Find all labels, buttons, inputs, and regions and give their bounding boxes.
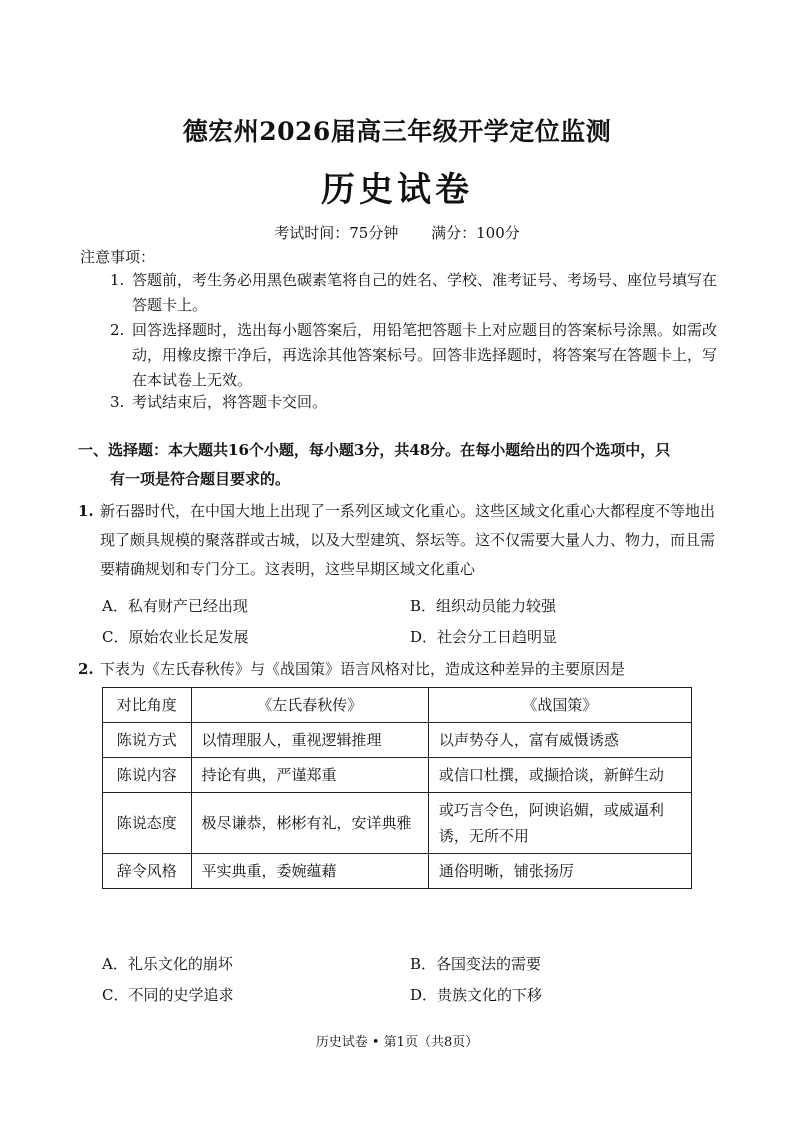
notice-item-text: 答题前，考生务必用黑色碳素笔将自己的姓名、学校、准考证号、考场号、座位号填写在答题卡上。: [132, 271, 718, 314]
question-1: [78, 497, 720, 584]
table-row: [103, 758, 692, 793]
table-cell: 通俗明晰，铺张扬厉: [428, 854, 691, 889]
page-footer: 历史试卷 • 第1页（共8页）: [315, 1035, 479, 1050]
table-header-cell: 对比角度: [103, 688, 192, 723]
full-score: 满分：100分: [431, 224, 520, 242]
notice-item: [110, 268, 720, 318]
option-a: A．私有财产已经出现: [102, 597, 248, 615]
notice-item-number: 3.: [110, 393, 125, 411]
exam-meta: [0, 222, 794, 243]
option-b: B．各国变法的需要: [410, 955, 542, 973]
table-cell: 极尽谦恭，彬彬有礼，安详典雅: [191, 793, 428, 854]
table-cell: 以情理服人，重视逻辑推理: [191, 723, 428, 758]
table-cell: 陈说内容: [103, 758, 192, 793]
table-cell: 平实典重，委婉蕴藉: [191, 854, 428, 889]
question-number: 2.: [78, 660, 94, 678]
notice-heading: 注意事项：: [80, 248, 156, 266]
option-d: D．贵族文化的下移: [410, 986, 543, 1004]
table-row: [103, 723, 692, 758]
notice-item-text: 回答选择题时，选出每小题答案后，用铅笔把答题卡上对应题目的答案标号涂黑。如需改动，用橡皮擦干净后，再选涂其他答案标号。回答非选择题时，将答案写在答题卡上，写在本试卷上无效。: [132, 321, 718, 389]
question-2: [78, 655, 720, 684]
subject-title: 历史试卷: [321, 170, 473, 210]
table-cell: 陈说态度: [103, 793, 192, 854]
exam-title: 德宏州2026届高三年级开学定位监测: [182, 117, 612, 146]
section-heading-line1: 一、选择题：本大题共16个小题，每小题3分，共48分。在每小题给出的四个选项中，只: [78, 441, 671, 459]
question-stem: 下表为《左氏春秋传》与《战国策》语言风格对比，造成这种差异的主要原因是: [100, 660, 626, 678]
table-header-cell: 《左氏春秋传》: [191, 688, 428, 723]
table-row: [103, 854, 692, 889]
question-stem: 新石器时代，在中国大地上出现了一系列区域文化重心。这些区域文化重心大都程度不等地出现了颇具规模的聚落群或古城，以及大型建筑、祭坛等。这不仅需要大量人力、物力，而且需要精确规划和专门分工。这表明，这些早期区域文化重心: [100, 502, 716, 578]
notice-item: [110, 318, 720, 393]
table-cell: 持论有典，严谨郑重: [191, 758, 428, 793]
option-d: D．社会分工日趋明显: [410, 628, 558, 646]
option-a: A．礼乐文化的崩坏: [102, 955, 233, 973]
section-heading: [78, 436, 718, 494]
notice-item-text: 考试结束后，将答题卡交回。: [132, 393, 328, 411]
table-cell: 陈说方式: [103, 723, 192, 758]
notice-item-number: 2.: [110, 321, 125, 339]
table-cell: 或信口杜撰，或撷拾谈，新鲜生动: [428, 758, 691, 793]
option-c: C．原始农业长足发展: [102, 628, 249, 646]
section-heading-line2: 有一项是符合题目要求的。: [110, 470, 291, 488]
table-cell: 以声势夺人，富有威慑诱惑: [428, 723, 691, 758]
notice-item: [110, 390, 720, 415]
question-number: 1.: [78, 502, 94, 520]
option-c: C．不同的史学追求: [102, 986, 234, 1004]
table-header-cell: 《战国策》: [428, 688, 691, 723]
table-row: [103, 793, 692, 854]
table-header-row: [103, 688, 692, 723]
notice-item-number: 1.: [110, 271, 125, 289]
table-cell: 辞令风格: [103, 854, 192, 889]
table-cell: 或巧言令色，阿谀谄媚，或威逼利诱，无所不用: [428, 793, 691, 854]
option-b: B．组织动员能力较强: [410, 597, 557, 615]
exam-time: 考试时间：75分钟: [274, 224, 399, 242]
comparison-table: [102, 687, 692, 889]
